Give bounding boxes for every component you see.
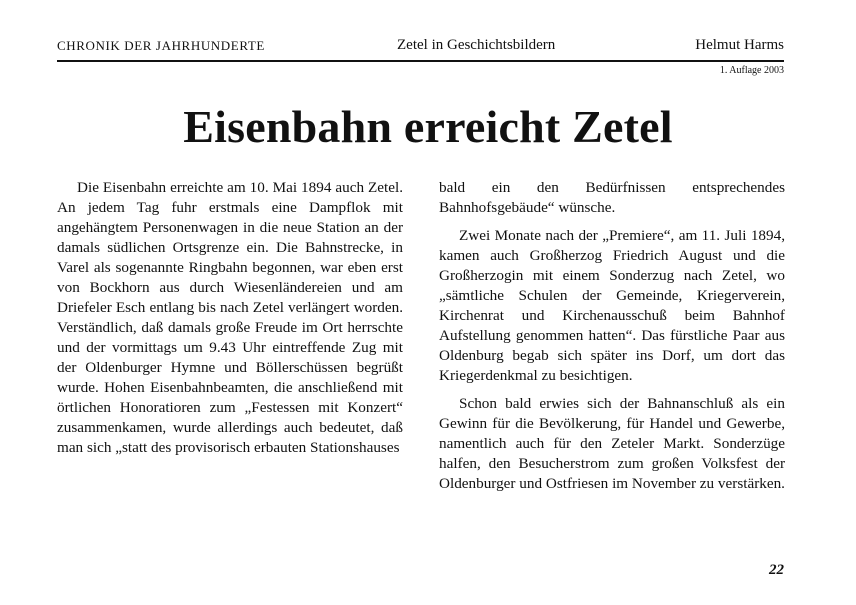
paragraph: Zwei Monate nach der „Premiere“, am 11. Juli 1894, kamen auch Großherzog Friedrich August und die Großherzogin mit einem Sonderzug nach Zetel, wo „sämtliche Schulen der Gemeinde, Kriegerverein, Kirchenrat und Kirchenausschuß beim Bahnhof Aufstellung genommen hatten“. Das fürstliche Paar aus Oldenburg begab sich später ins Dorf, um dort das Kriegerdenkmal zu besichtigen. xyxy=(439,227,785,384)
left-column xyxy=(57,178,403,458)
page-number: 22 xyxy=(769,562,784,578)
author-name: Helmut Harms xyxy=(695,37,784,53)
paragraph: bald ein den Bedürfnissen entsprechendes Bahnhofsgebäude“ wünsche. xyxy=(439,179,785,216)
paragraph: Schon bald erwies sich der Bahnanschluß als ein Gewinn für die Bevölkerung, für Handel und Gewerbe, namentlich auch für den Zeteler Markt. Sonderzüge halfen, den Besucherstrom zum großen Volksfest der Oldenburger und Ostfriesen im November zu verstärken. xyxy=(439,395,785,492)
running-header xyxy=(57,34,784,56)
paragraph: Die Eisenbahn erreichte am 10. Mai 1894 auch Zetel. An jedem Tag fuhr erstmals eine Dampflok mit angehängtem Personenwagen in die neue Station an der damals südlichen Ortsgrenze ein. Die Bahnstrecke, in Varel als sogenannte Ringbahn begonnen, war eben erst von Bockhorn aus durch Wiesenländereien und am Driefeler Esch entlang bis nach Zetel verlängert worden. Verständlich, daß damals große Freude im Ort herrschte und der vormittags um 9.43 Uhr eintreffende Zug mit der Oldenburger Hymne und Böllerschüssen begrüßt wurde. Hohen Eisenbahnbeamten, die anschließend mit örtlichen Honoratioren zum „Festessen mit Konzert“ zusammenkamen, wurde allerdings auch bedeutet, daß man sich „statt des provisorisch erbauten Stationshauses xyxy=(57,179,403,456)
book-title: Zetel in Geschichtsbildern xyxy=(397,37,556,53)
right-column xyxy=(439,178,785,494)
edition-note: 1. Auflage 2003 xyxy=(719,65,784,76)
header-rule xyxy=(57,60,784,62)
series-title: CHRONIK DER JAHRHUNDERTE xyxy=(57,38,265,53)
article-title: Eisenbahn erreicht Zetel xyxy=(183,101,673,152)
